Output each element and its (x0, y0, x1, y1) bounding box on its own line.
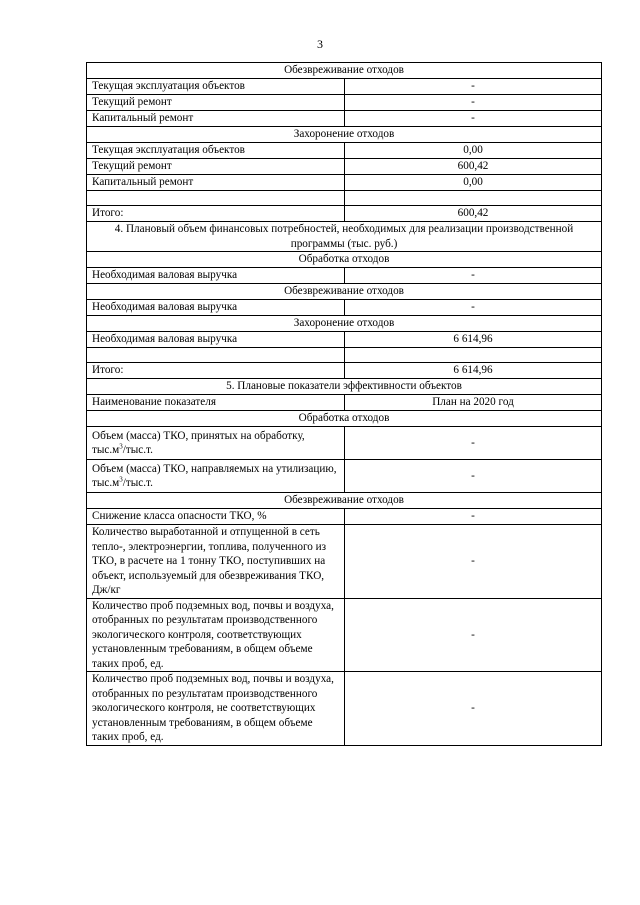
table-row (87, 525, 602, 599)
row-label: Количество проб подземных вод, почвы и воздуха, отобранных по результатам производственного экологического контроля, не соответствующих установленным требованиям, в общем объеме таких проб, ед. (87, 672, 345, 746)
row-value: - (345, 427, 602, 460)
blank-cell (87, 191, 345, 206)
total-value: 600,42 (345, 206, 602, 222)
section-header: Обработка отходов (87, 411, 602, 427)
table-row (87, 159, 602, 175)
row-label: Текущий ремонт (87, 159, 345, 175)
total-value: 6 614,96 (345, 363, 602, 379)
row-value: - (345, 672, 602, 746)
section-title-row (87, 379, 602, 395)
row-label: Капитальный ремонт (87, 175, 345, 191)
row-label: Текущая эксплуатация объектов (87, 79, 345, 95)
section-5-title: 5. Плановые показатели эффективности объектов (87, 379, 602, 395)
row-label: Текущая эксплуатация объектов (87, 143, 345, 159)
total-label: Итого: (87, 206, 345, 222)
page-number: 3 (317, 37, 323, 51)
section-header-row (87, 63, 602, 79)
section-header-row (87, 284, 602, 300)
row-label (87, 427, 345, 460)
row-label: Необходимая валовая выручка (87, 268, 345, 284)
section-title-row (87, 222, 602, 252)
column-header-plan: План на 2020 год (345, 395, 602, 411)
column-header-name: Наименование показателя (87, 395, 345, 411)
row-value: 0,00 (345, 143, 602, 159)
superscript: 3 (119, 442, 123, 451)
row-value: 0,00 (345, 175, 602, 191)
row-value: - (345, 460, 602, 493)
table-row (87, 111, 602, 127)
row-value: - (345, 598, 602, 672)
label-text: Объем (масса) ТКО, направляемых на утилизацию, тыс.м (92, 462, 337, 489)
row-label: Количество выработанной и отпущенной в сеть тепло-, электроэнергии, топлива, полученного из ТКО, в расчете на 1 тонну ТКО, поступивших на объект, используемый для обезвреживания ТКО, Дж/кг (87, 525, 345, 599)
blank-cell (345, 191, 602, 206)
table-row (87, 143, 602, 159)
table-row (87, 79, 602, 95)
row-value: - (345, 111, 602, 127)
row-value: - (345, 268, 602, 284)
label-text: /тыс.т. (122, 444, 153, 456)
blank-row (87, 191, 602, 206)
table-row (87, 672, 602, 746)
row-value: - (345, 509, 602, 525)
row-value: 600,42 (345, 159, 602, 175)
label-text: Объем (масса) ТКО, принятых на обработку, тыс.м (92, 429, 305, 456)
row-value: - (345, 79, 602, 95)
row-label: Количество проб подземных вод, почвы и воздуха, отобранных по результатам производственного экологического контроля, соответствующих установленным требованиям, в общем объеме таких проб, ед. (87, 598, 345, 672)
section-4-title: 4. Плановый объем финансовых потребностей, необходимых для реализации производственной программы (тыс. руб.) (87, 222, 602, 252)
table-row (87, 175, 602, 191)
row-label: Снижение класса опасности ТКО, % (87, 509, 345, 525)
row-value: 6 614,96 (345, 332, 602, 348)
section-header: Обезвреживание отходов (87, 493, 602, 509)
section-header: Захоронение отходов (87, 316, 602, 332)
program-table (86, 62, 602, 746)
row-label: Необходимая валовая выручка (87, 332, 345, 348)
section-header-row (87, 411, 602, 427)
row-label: Капитальный ремонт (87, 111, 345, 127)
total-row (87, 206, 602, 222)
blank-row (87, 348, 602, 363)
section-header: Обезвреживание отходов (87, 63, 602, 79)
blank-cell (87, 348, 345, 363)
table-row (87, 509, 602, 525)
table-row (87, 268, 602, 284)
total-label: Итого: (87, 363, 345, 379)
table-row (87, 300, 602, 316)
section-header: Захоронение отходов (87, 127, 602, 143)
section-header-row (87, 316, 602, 332)
row-label (87, 460, 345, 493)
section-header-row (87, 493, 602, 509)
table-row (87, 460, 602, 493)
table-row (87, 95, 602, 111)
row-value: - (345, 525, 602, 599)
section-header: Обработка отходов (87, 252, 602, 268)
table-row (87, 332, 602, 348)
row-value: - (345, 95, 602, 111)
table-row (87, 598, 602, 672)
section-header-row (87, 127, 602, 143)
section-header: Обезвреживание отходов (87, 284, 602, 300)
column-header-row (87, 395, 602, 411)
label-text: /тыс.т. (122, 477, 153, 489)
superscript: 3 (119, 475, 123, 484)
row-value: - (345, 300, 602, 316)
section-header-row (87, 252, 602, 268)
row-label: Текущий ремонт (87, 95, 345, 111)
table-row (87, 427, 602, 460)
blank-cell (345, 348, 602, 363)
total-row (87, 363, 602, 379)
row-label: Необходимая валовая выручка (87, 300, 345, 316)
